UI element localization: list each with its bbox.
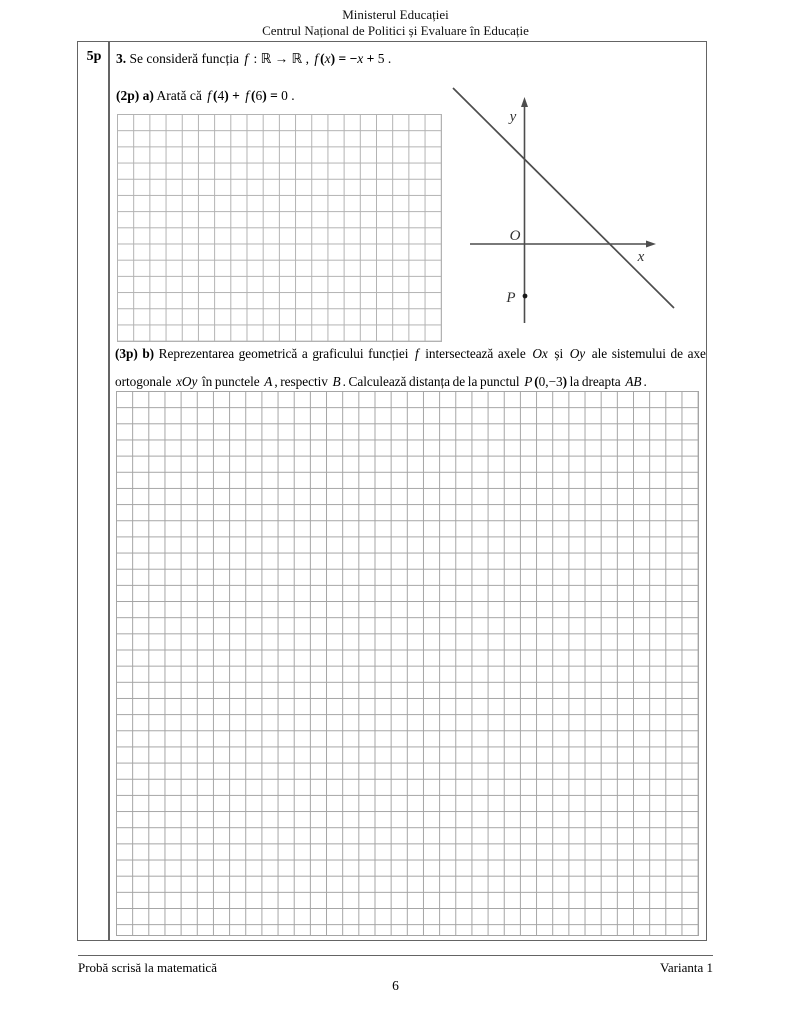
part-b-text: Reprezentarea geometrică a graficului funcției (158, 346, 409, 361)
page-number: 6 (392, 978, 399, 993)
math-paren-equals: ) = (262, 88, 282, 103)
math-const: 5 . (377, 51, 392, 66)
y-axis-label: y (509, 109, 517, 125)
math-point-p: P (524, 373, 533, 389)
part-a-text: Arată că (156, 88, 202, 103)
math-p-coords: 0,−3 (538, 373, 563, 389)
x-axis-label: x (637, 249, 645, 265)
part-b-text: intersectează axele (425, 346, 526, 361)
footer-divider (78, 955, 713, 956)
math-xoy: xOy (176, 373, 198, 389)
answer-grid-a (117, 114, 442, 342)
math-value: 6 (255, 88, 263, 103)
part-b-text: ale sistemului de axe ortogonale (115, 346, 706, 389)
function-line (453, 88, 674, 308)
math-paren: ( (213, 88, 218, 103)
math-f: f (314, 51, 319, 66)
math-paren: ( (320, 51, 325, 66)
points-column-divider (108, 42, 110, 940)
answer-grid-b (116, 391, 699, 936)
math-x: x (357, 51, 364, 66)
footer-subject: Probă scrisă la matematică (78, 960, 217, 975)
math-f: f (414, 346, 419, 361)
part-b-statement (115, 340, 706, 395)
problem-intro: Se consideră funcția (129, 51, 239, 66)
math-value: 4 (217, 88, 225, 103)
math-paren-plus: ) + (224, 88, 244, 103)
part-b-text: și (554, 346, 564, 361)
math-ox: Ox (532, 346, 548, 361)
part-b-points-label: (3p) b) (115, 346, 155, 361)
math-f: f (245, 88, 249, 103)
math-equals-minus: ) = − (330, 51, 358, 66)
math-zero: 0 . (281, 88, 295, 103)
function-graph-figure (448, 84, 684, 330)
y-axis-arrowhead (521, 97, 528, 107)
math-point-b: B (332, 373, 341, 389)
math-plus: + (363, 51, 378, 66)
math-point-a: A (264, 373, 273, 389)
point-p-dot (523, 294, 528, 299)
math-x: x (324, 51, 331, 66)
part-b-text: . Calculează distanța de la punctul (342, 373, 520, 389)
footer-variant: Varianta 1 (659, 960, 713, 975)
part-a-statement (116, 88, 295, 104)
part-b-text: în punctele (202, 373, 260, 389)
math-f: f (207, 88, 211, 103)
part-b-text: , respectiv (274, 373, 328, 389)
math-paren: ( (534, 373, 539, 389)
points-value: 5p (86, 49, 102, 64)
math-oy: Oy (569, 346, 586, 361)
header-center: Centrul Național de Politici și Evaluare în Educație (262, 23, 529, 38)
math-line-ab: AB (625, 373, 642, 389)
math-signature: : ℝ → ℝ , (250, 51, 309, 66)
problem-number: 3. (116, 51, 127, 66)
math-paren: ( (250, 88, 256, 103)
x-axis-arrowhead (646, 241, 656, 248)
part-b-text: . (643, 373, 647, 389)
origin-label: O (509, 228, 521, 244)
math-f: f (244, 51, 249, 66)
part-a-points-label: (2p) a) (116, 88, 154, 103)
point-p-label: P (506, 290, 516, 306)
problem-statement (116, 51, 391, 67)
header-ministry: Ministerul Educației (342, 7, 449, 22)
part-b-text: la dreapta (569, 373, 621, 389)
math-paren: ) (562, 373, 567, 389)
